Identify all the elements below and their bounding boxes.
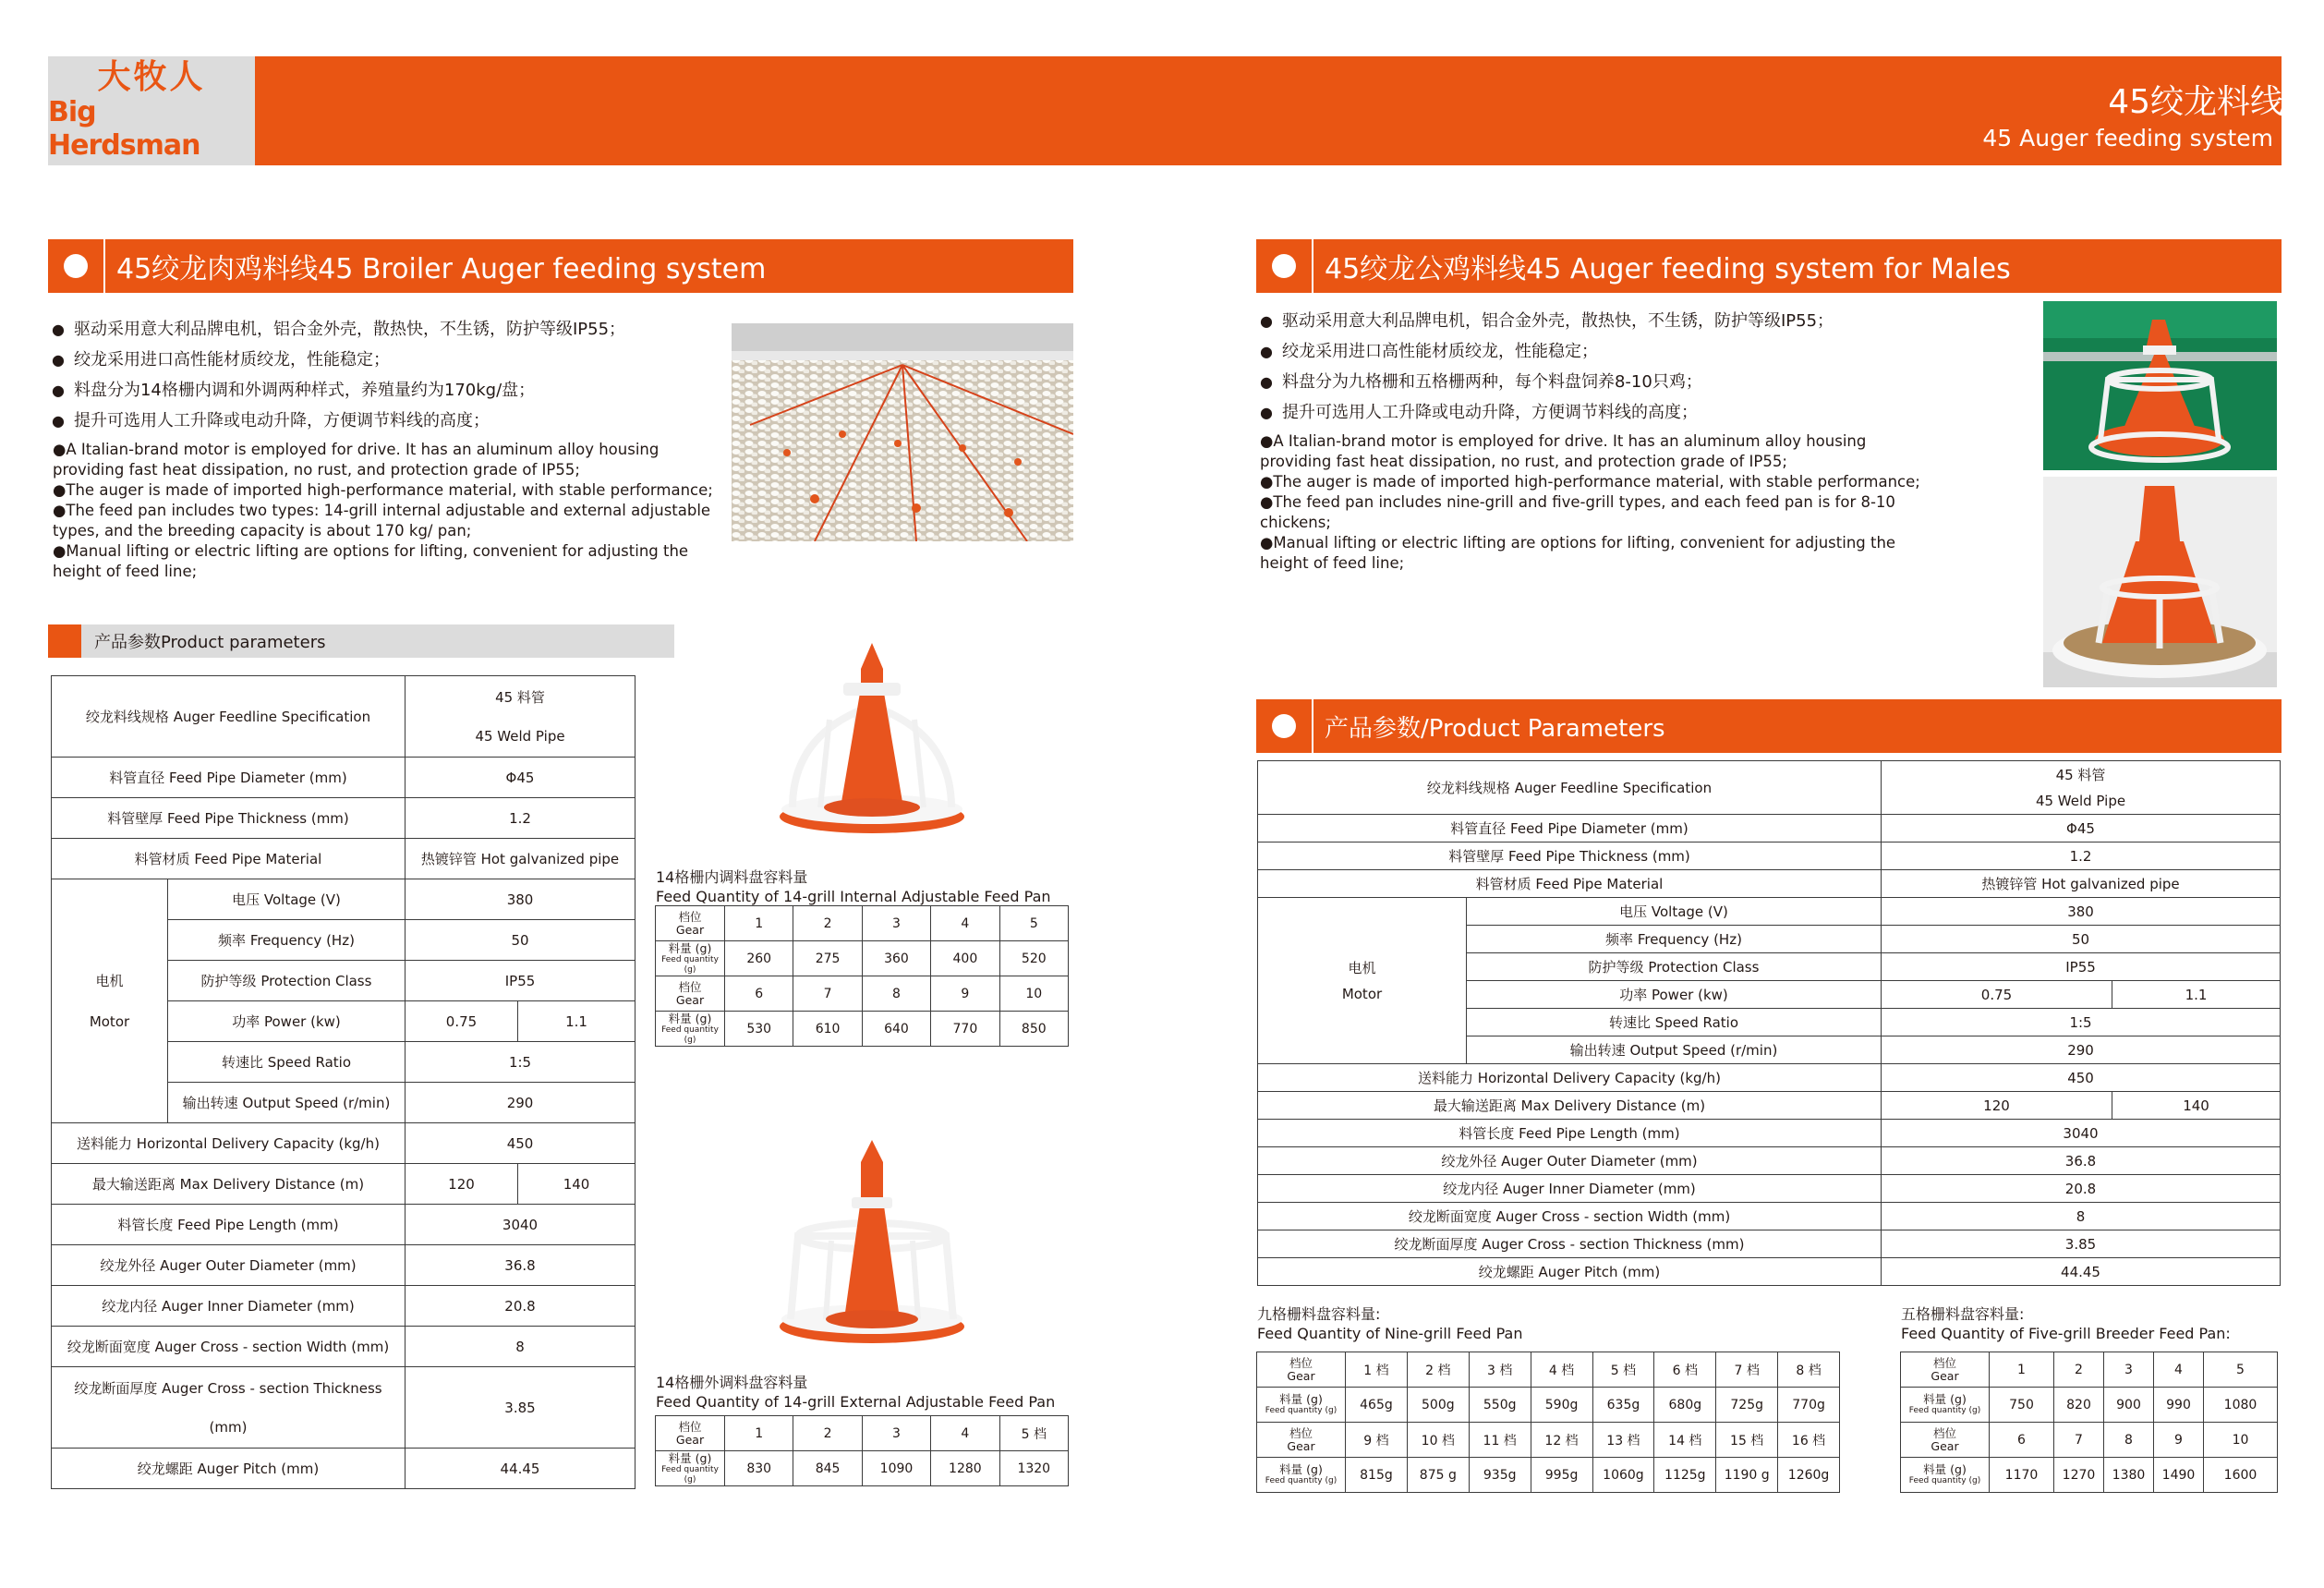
left-section-bar	[48, 239, 1073, 293]
table-cell: 1170	[1990, 1458, 2054, 1493]
spec-label: 绞龙内径 Auger Inner Diameter (mm)	[52, 1286, 405, 1327]
table-cell: 1490	[2154, 1458, 2204, 1493]
spec-value: 1.2	[1882, 842, 2281, 870]
table-cell: 1280	[931, 1451, 999, 1486]
spec-value: 450	[405, 1123, 635, 1164]
table-cell: 1260g	[1778, 1458, 1840, 1493]
table-cell: 9	[931, 976, 999, 1012]
qty-cn: 料量 (g)	[668, 1450, 712, 1465]
five-grill-caption	[1901, 1304, 2289, 1343]
spec-label: 料管壁厚 Feed Pipe Thickness (mm)	[52, 798, 405, 839]
spec-value: 3.85	[1882, 1230, 2281, 1258]
gear-cn: 档位	[1289, 1425, 1313, 1440]
spec-label-line: (mm)	[209, 1418, 248, 1436]
motor-label-en: Motor	[89, 1012, 130, 1030]
caption-en: Feed Quantity of 14-grill External Adjustable Feed Pan	[656, 1393, 1056, 1411]
caption-en: Feed Quantity of 14-grill Internal Adjustable Feed Pan	[656, 888, 1051, 905]
gear-en: Gear	[675, 992, 705, 1007]
male-feed-pan-photo-2	[2043, 477, 2277, 687]
qty-cn: 料量 (g)	[1923, 1462, 1967, 1476]
table-cell: 770	[931, 1012, 999, 1047]
spec-value: 120	[1882, 1092, 2112, 1120]
spec-value: 1.1	[518, 1001, 635, 1042]
table-cell: 3 档	[1469, 1352, 1531, 1388]
spec-value: 20.8	[405, 1286, 635, 1327]
spec-value: 8	[1882, 1203, 2281, 1230]
table-cell: 850	[999, 1012, 1068, 1047]
table-cell: 14 档	[1654, 1423, 1716, 1458]
spec-value: 50	[405, 920, 635, 961]
spec-label: 绞龙螺距 Auger Pitch (mm)	[1258, 1258, 1882, 1286]
motor-label-cn: 电机	[1348, 959, 1376, 976]
gear-en: Gear	[1287, 1368, 1315, 1383]
description-line: ●The auger is made of imported high-performance material, with stable performance;	[53, 481, 713, 499]
table-cell: 610	[793, 1012, 862, 1047]
table-cell: 7 档	[1716, 1352, 1778, 1388]
caption-cn: 九格栅料盘容料量:	[1257, 1305, 1381, 1323]
internal-pan-caption	[656, 867, 1062, 906]
five-grill-table	[1900, 1352, 2278, 1493]
table-cell: 7	[793, 976, 862, 1012]
gear-cn: 档位	[678, 979, 702, 994]
spec-label: 料管材质 Feed Pipe Material	[1258, 870, 1882, 898]
table-cell: 520	[999, 941, 1068, 976]
bullet-circle-icon	[1272, 254, 1296, 278]
spec-value: 380	[405, 879, 635, 920]
logo-en: Big Herdsman	[48, 96, 200, 162]
table-cell: 830	[725, 1451, 793, 1486]
list-item: ● 料盘分为14格栅内调和外调两种样式，养殖量约为170kg/盘；	[52, 375, 726, 406]
table-cell: 5	[999, 906, 1068, 941]
spec-label: 绞龙料线规格 Auger Feedline Specification	[52, 676, 405, 758]
table-cell: 12 档	[1531, 1423, 1592, 1458]
gear-header	[1901, 1423, 1990, 1458]
gear-cn: 档位	[1932, 1425, 1956, 1440]
spec-value: 20.8	[1882, 1175, 2281, 1203]
spec-value: 380	[1882, 898, 2281, 926]
spec-value: 290	[405, 1083, 635, 1123]
qty-en: Feed quantity (g)	[1265, 1476, 1338, 1485]
gear-header	[656, 1416, 725, 1451]
spec-label: 料管壁厚 Feed Pipe Thickness (mm)	[1258, 842, 1882, 870]
description-line: ●The auger is made of imported high-performance material, with stable performance;	[1260, 473, 1920, 491]
spec-value: 3040	[405, 1205, 635, 1245]
table-cell: 10	[999, 976, 1068, 1012]
spec-value: IP55	[405, 961, 635, 1001]
gear-en: Gear	[1931, 1368, 1959, 1383]
page-title-cn: 45绞龙料线	[2108, 83, 2283, 121]
spec-label: 转速比 Speed Ratio	[1467, 1009, 1882, 1036]
right-param-bar	[1256, 699, 2282, 753]
spec-value: 热镀锌管 Hot galvanized pipe	[1882, 870, 2281, 898]
table-cell: 1	[1990, 1352, 2054, 1388]
spec-label: 料管长度 Feed Pipe Length (mm)	[52, 1205, 405, 1245]
table-cell: 8	[2104, 1423, 2154, 1458]
spec-value: 50	[1882, 926, 2281, 953]
table-cell: 9	[2154, 1423, 2204, 1458]
description-line: ●Manual lifting or electric lifting are options for lifting, convenient for adjusting the height of feed line;	[1260, 534, 1896, 572]
motor-label-cn: 电机	[95, 972, 124, 989]
list-item: ● 绞龙采用进口高性能材质绞龙，性能稳定；	[1260, 336, 2027, 367]
table-cell: 990	[2154, 1388, 2204, 1423]
spec-label: 转速比 Speed Ratio	[168, 1042, 405, 1083]
spec-label: 料管直径 Feed Pipe Diameter (mm)	[1258, 815, 1882, 842]
spec-value: 44.45	[1882, 1258, 2281, 1286]
table-cell: 360	[862, 941, 930, 976]
right-spec-table	[1257, 760, 2281, 1286]
table-cell: 770g	[1778, 1388, 1840, 1423]
spec-label: 送料能力 Horizontal Delivery Capacity (kg/h)	[52, 1123, 405, 1164]
spec-value: 36.8	[1882, 1147, 2281, 1175]
qty-en: Feed quantity (g)	[661, 1024, 719, 1045]
list-item: ● 提升可选用人工升降或电动升降，方便调节料线的高度；	[52, 406, 726, 436]
list-item: ● 绞龙采用进口高性能材质绞龙，性能稳定；	[52, 345, 726, 375]
table-cell: 5 档	[999, 1416, 1068, 1451]
qty-en: Feed quantity (g)	[661, 954, 719, 975]
table-cell: 3	[862, 1416, 930, 1451]
table-cell: 1	[725, 906, 793, 941]
table-cell: 10	[2204, 1423, 2278, 1458]
table-cell: 3	[2104, 1352, 2154, 1388]
table-cell: 1 档	[1346, 1352, 1408, 1388]
list-item: ● 驱动采用意大利品牌电机，铝合金外壳，散热快，不生锈，防护等级IP55；	[1260, 306, 2027, 336]
table-cell: 6	[1990, 1423, 2054, 1458]
table-cell: 640	[862, 1012, 930, 1047]
table-cell: 8	[862, 976, 930, 1012]
table-cell: 7	[2054, 1423, 2104, 1458]
internal-pan-table	[655, 905, 1069, 1047]
table-cell: 680g	[1654, 1388, 1716, 1423]
internal-feed-pan-image	[765, 632, 979, 837]
logo-cn: 大牧人	[97, 58, 206, 96]
left-cn-bullets	[52, 314, 726, 436]
brand-logo	[48, 56, 255, 165]
spec-value: 140	[518, 1164, 635, 1205]
spec-value-line: 45 Weld Pipe	[475, 727, 565, 745]
spec-value: 3.85	[405, 1367, 635, 1449]
spec-value: 1:5	[1882, 1009, 2281, 1036]
gear-cn: 档位	[1289, 1355, 1313, 1370]
spec-label: 频率 Frequency (Hz)	[168, 920, 405, 961]
spec-value	[1882, 761, 2281, 815]
qty-header	[1257, 1388, 1346, 1423]
table-cell: 260	[725, 941, 793, 976]
table-cell: 2	[793, 1416, 862, 1451]
bullet-circle-icon	[64, 254, 88, 278]
qty-header	[1257, 1458, 1346, 1493]
caption-en: Feed Quantity of Five-grill Breeder Feed Pan:	[1901, 1325, 2231, 1342]
spec-label: 绞龙料线规格 Auger Feedline Specification	[1258, 761, 1882, 815]
spec-label: 电压 Voltage (V)	[1467, 898, 1882, 926]
gear-en: Gear	[1931, 1438, 1959, 1453]
qty-cn: 料量 (g)	[1923, 1392, 1967, 1406]
spec-label: 绞龙断面宽度 Auger Cross - section Width (mm)	[52, 1327, 405, 1367]
spec-label-line: 绞龙断面厚度 Auger Cross - section Thickness	[74, 1379, 382, 1397]
qty-header	[656, 1451, 725, 1486]
table-cell: 2	[793, 906, 862, 941]
spec-value: 1:5	[405, 1042, 635, 1083]
table-cell: 4	[2154, 1352, 2204, 1388]
right-en-description	[1260, 431, 1934, 574]
spec-label: 输出转速 Output Speed (r/min)	[1467, 1036, 1882, 1064]
qty-header	[656, 941, 725, 976]
spec-label	[52, 1367, 405, 1449]
spec-value: 1.2	[405, 798, 635, 839]
page-title-en: 45 Auger feeding system	[1982, 125, 2273, 152]
table-cell: 875 g	[1407, 1458, 1469, 1493]
table-cell: 10 档	[1407, 1423, 1469, 1458]
table-cell: 1125g	[1654, 1458, 1716, 1493]
caption-en: Feed Quantity of Nine-grill Feed Pan	[1257, 1325, 1523, 1342]
table-cell: 4	[931, 906, 999, 941]
table-cell: 11 档	[1469, 1423, 1531, 1458]
spec-label: 防护等级 Protection Class	[1467, 953, 1882, 981]
qty-header	[1901, 1458, 1990, 1493]
spec-value	[405, 676, 635, 758]
spec-value: 290	[1882, 1036, 2281, 1064]
spec-value: 36.8	[405, 1245, 635, 1286]
spec-label: 最大输送距离 Max Delivery Distance (m)	[52, 1164, 405, 1205]
table-cell: 900	[2104, 1388, 2154, 1423]
spec-label: 绞龙外径 Auger Outer Diameter (mm)	[52, 1245, 405, 1286]
table-cell: 5 档	[1592, 1352, 1654, 1388]
list-item: ● 料盘分为九格栅和五格栅两种，每个料盘饲养8-10只鸡；	[1260, 367, 2027, 397]
bullet-circle-icon	[1272, 714, 1296, 738]
table-cell: 4	[931, 1416, 999, 1451]
spec-value-line: 45 Weld Pipe	[2035, 792, 2126, 809]
external-pan-table	[655, 1415, 1069, 1486]
spec-value: 140	[2112, 1092, 2281, 1120]
list-item: ● 驱动采用意大利品牌电机，铝合金外壳，散热快，不生锈，防护等级IP55；	[52, 314, 726, 345]
qty-cn: 料量 (g)	[668, 1011, 712, 1025]
spec-label: 绞龙螺距 Auger Pitch (mm)	[52, 1449, 405, 1489]
gear-header	[1257, 1352, 1346, 1388]
table-cell: 815g	[1346, 1458, 1408, 1493]
qty-header	[1901, 1388, 1990, 1423]
table-cell: 275	[793, 941, 862, 976]
table-cell: 500g	[1407, 1388, 1469, 1423]
spec-label: 功率 Power (kw)	[168, 1001, 405, 1042]
qty-cn: 料量 (g)	[1279, 1392, 1323, 1406]
spec-value: Φ45	[405, 758, 635, 798]
motor-label-en: Motor	[1341, 985, 1383, 1002]
table-cell: 530	[725, 1012, 793, 1047]
spec-label: 绞龙内径 Auger Inner Diameter (mm)	[1258, 1175, 1882, 1203]
spec-value-line: 45 料管	[495, 688, 545, 706]
table-cell: 1320	[999, 1451, 1068, 1486]
gear-cn: 档位	[1932, 1355, 1956, 1370]
qty-cn: 料量 (g)	[668, 940, 712, 955]
caption-cn: 14格栅外调料盘容料量	[656, 1374, 808, 1391]
qty-header	[656, 1012, 725, 1047]
right-section-bar	[1256, 239, 2282, 293]
spec-label: 料管直径 Feed Pipe Diameter (mm)	[52, 758, 405, 798]
table-cell: 6	[725, 976, 793, 1012]
description-line: ●A Italian-brand motor is employed for drive. It has an aluminum alloy housing providing fast heat dissipation, no rust, and protection grade of IP55;	[1260, 432, 1867, 470]
square-marker-icon	[48, 624, 81, 658]
table-cell: 935g	[1469, 1458, 1531, 1493]
description-line: ●The feed pan includes two types: 14-grill internal adjustable and external adjustable types, and the breeding capacity is about 170 kg/ pan;	[53, 502, 711, 539]
table-cell: 6 档	[1654, 1352, 1716, 1388]
table-cell: 16 档	[1778, 1423, 1840, 1458]
spec-value: 8	[405, 1327, 635, 1367]
table-cell: 995g	[1531, 1458, 1592, 1493]
table-cell: 725g	[1716, 1388, 1778, 1423]
table-cell: 845	[793, 1451, 862, 1486]
spec-value-line: 45 料管	[2055, 766, 2106, 783]
left-param-title: 产品参数Product parameters	[94, 633, 326, 652]
table-cell: 9 档	[1346, 1423, 1408, 1458]
right-section-title: 45绞龙公鸡料线45 Auger feeding system for Males	[1325, 253, 2011, 285]
table-cell: 8 档	[1778, 1352, 1840, 1388]
header-bar	[48, 56, 2282, 165]
spec-label: 最大输送距离 Max Delivery Distance (m)	[1258, 1092, 1882, 1120]
spec-label: 料管长度 Feed Pipe Length (mm)	[1258, 1120, 1882, 1147]
spec-label: 送料能力 Horizontal Delivery Capacity (kg/h)	[1258, 1064, 1882, 1092]
description-line: ●Manual lifting or electric lifting are options for lifting, convenient for adjusting the height of feed line;	[53, 542, 689, 580]
gear-en: Gear	[1287, 1438, 1315, 1453]
male-feed-pan-photo-1	[2043, 301, 2277, 470]
spec-label: 防护等级 Protection Class	[168, 961, 405, 1001]
description-line: ●The feed pan includes nine-grill and five-grill types, and each feed pan is for 8-10 chickens;	[1260, 493, 1895, 531]
table-cell: 635g	[1592, 1388, 1654, 1423]
right-param-title: 产品参数/Product Parameters	[1325, 714, 1665, 743]
description-line: ●A Italian-brand motor is employed for drive. It has an aluminum alloy housing providing fast heat dissipation, no rust, and protection grade of IP55;	[53, 441, 660, 479]
spec-label: 电压 Voltage (V)	[168, 879, 405, 920]
table-cell: 400	[931, 941, 999, 976]
gear-header	[1257, 1423, 1346, 1458]
spec-value: 44.45	[405, 1449, 635, 1489]
gear-en: Gear	[675, 1432, 705, 1447]
left-section-title: 45绞龙肉鸡料线45 Broiler Auger feeding system	[116, 253, 767, 285]
spec-value: 1.1	[2112, 981, 2281, 1009]
gear-cn: 档位	[678, 1419, 702, 1434]
qty-en: Feed quantity (g)	[661, 1464, 719, 1485]
spec-value: 热镀锌管 Hot galvanized pipe	[405, 839, 635, 879]
spec-label: 绞龙断面厚度 Auger Cross - section Thickness (mm)	[1258, 1230, 1882, 1258]
table-cell: 590g	[1531, 1388, 1592, 1423]
table-cell: 5	[2204, 1352, 2278, 1388]
gear-header	[1901, 1352, 1990, 1388]
motor-label	[52, 879, 168, 1123]
right-cn-bullets	[1260, 306, 2027, 428]
table-cell: 4 档	[1531, 1352, 1592, 1388]
spec-label: 输出转速 Output Speed (r/min)	[168, 1083, 405, 1123]
spec-value: IP55	[1882, 953, 2281, 981]
spec-value: 0.75	[1882, 981, 2112, 1009]
gear-header	[656, 976, 725, 1012]
table-cell: 15 档	[1716, 1423, 1778, 1458]
left-param-bar	[48, 624, 674, 658]
spec-label: 功率 Power (kw)	[1467, 981, 1882, 1009]
table-cell: 750	[1990, 1388, 2054, 1423]
table-cell: 1380	[2104, 1458, 2154, 1493]
table-cell: 1270	[2054, 1458, 2104, 1493]
table-cell: 13 档	[1592, 1423, 1654, 1458]
qty-en: Feed quantity (g)	[1265, 1406, 1338, 1415]
table-cell: 1600	[2204, 1458, 2278, 1493]
table-cell: 550g	[1469, 1388, 1531, 1423]
table-cell: 1060g	[1592, 1458, 1654, 1493]
qty-en: Feed quantity (g)	[1908, 1476, 1981, 1485]
qty-en: Feed quantity (g)	[1908, 1406, 1981, 1415]
table-cell: 2 档	[1407, 1352, 1469, 1388]
spec-value: 450	[1882, 1064, 2281, 1092]
list-item: ● 提升可选用人工升降或电动升降，方便调节料线的高度；	[1260, 397, 2027, 428]
spec-label: 频率 Frequency (Hz)	[1467, 926, 1882, 953]
gear-header	[656, 906, 725, 941]
spec-label: 绞龙断面宽度 Auger Cross - section Width (mm)	[1258, 1203, 1882, 1230]
table-cell: 1	[725, 1416, 793, 1451]
spec-label: 绞龙外径 Auger Outer Diameter (mm)	[1258, 1147, 1882, 1175]
nine-grill-table	[1256, 1352, 1840, 1493]
external-pan-caption	[656, 1373, 1062, 1412]
spec-value: 0.75	[405, 1001, 518, 1042]
table-cell: 1190 g	[1716, 1458, 1778, 1493]
left-spec-table	[51, 675, 635, 1489]
qty-cn: 料量 (g)	[1279, 1462, 1323, 1476]
table-cell: 1080	[2204, 1388, 2278, 1423]
nine-grill-caption	[1257, 1304, 1811, 1343]
table-cell: 465g	[1346, 1388, 1408, 1423]
table-cell: 1090	[862, 1451, 930, 1486]
spec-value: 120	[405, 1164, 518, 1205]
table-cell: 820	[2054, 1388, 2104, 1423]
gear-cn: 档位	[678, 909, 702, 924]
spec-value: Φ45	[1882, 815, 2281, 842]
left-en-description	[53, 440, 727, 582]
external-feed-pan-image	[765, 1134, 979, 1347]
caption-cn: 五格栅料盘容料量:	[1901, 1305, 2025, 1323]
spec-value: 3040	[1882, 1120, 2281, 1147]
caption-cn: 14格栅内调料盘容料量	[656, 868, 808, 886]
gear-en: Gear	[675, 922, 705, 937]
motor-label	[1258, 898, 1467, 1064]
broiler-house-photo	[732, 323, 1073, 541]
table-cell: 3	[862, 906, 930, 941]
spec-label: 料管材质 Feed Pipe Material	[52, 839, 405, 879]
table-cell: 2	[2054, 1352, 2104, 1388]
